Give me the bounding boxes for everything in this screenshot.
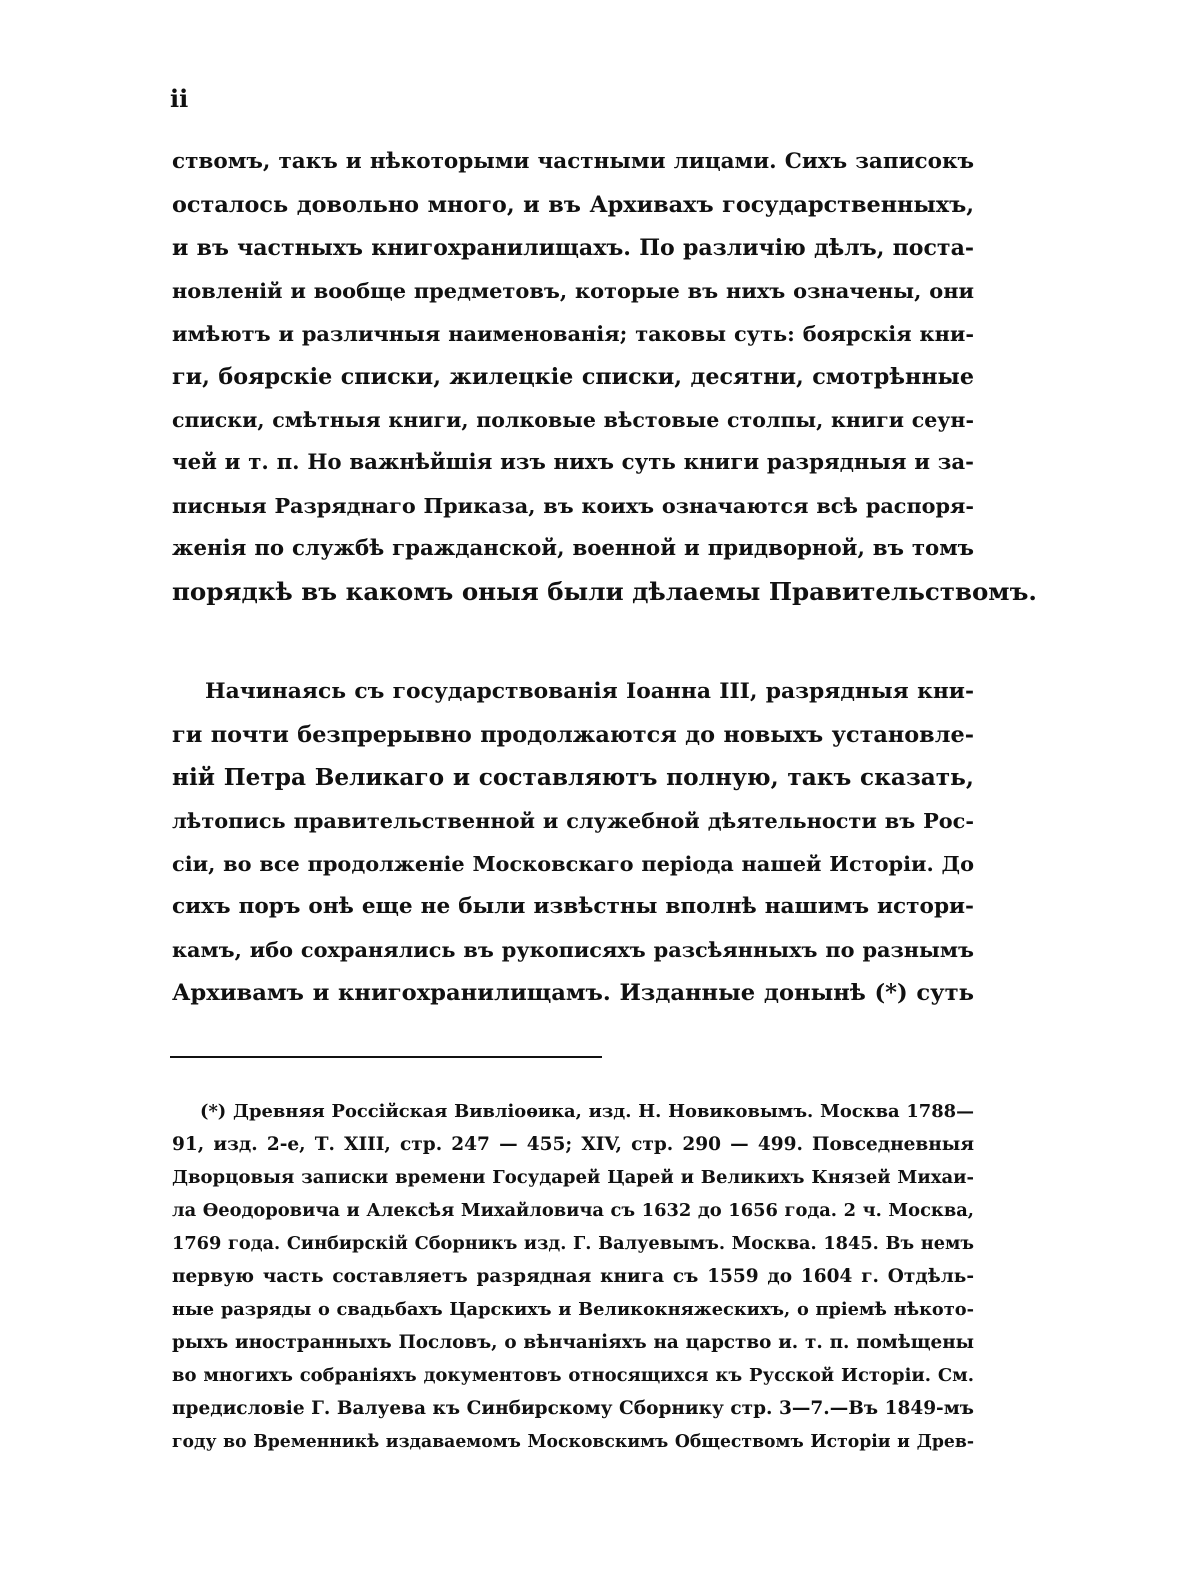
text-line: порядкѣ въ какомъ оныя были дѣлаемы Правительствомъ. (172, 577, 1037, 606)
footnote-line: году во Временникѣ издаваемомъ Московскимъ Обществомъ Исторіи и Древ- (172, 1432, 974, 1452)
footnote-line: ные разряды о свадьбахъ Царскихъ и Великокняжескихъ, о пріемѣ нѣкото- (172, 1299, 974, 1320)
text-line: сихъ поръ онѣ еще не были извѣстны вполнѣ нашимъ истори- (172, 894, 974, 919)
text-line: ги почти безпрерывно продолжаются до новыхъ установле- (172, 722, 974, 748)
text-line: Архивамъ и книгохранилищамъ. Изданные донынѣ (*) суть (172, 980, 974, 1006)
text-line: новленій и вообще предметовъ, которые въ нихъ означены, они (172, 278, 974, 303)
text-line: осталось довольно много, и въ Архивахъ государственныхъ, (172, 192, 974, 218)
text-line: женія по службѣ гражданской, военной и придворной, въ томъ (172, 536, 974, 561)
text-line: ній Петра Великаго и составляютъ полную, такъ сказать, (172, 764, 974, 791)
footnote-line: (*) Древняя Россійская Вивліоѳика, изд. Н. Новиковымъ. Москва 1788— (200, 1101, 974, 1122)
footnote-line: предисловіе Г. Валуева къ Синбирскому Сборнику стр. 3—7.—Въ 1849-мъ (172, 1398, 974, 1419)
footnote-line: 1769 года. Синбирскій Сборникъ изд. Г. Валуевымъ. Москва. 1845. Въ немъ (172, 1233, 974, 1254)
footnote-line: первую часть составляетъ разрядная книга съ 1559 до 1604 г. Отдѣль- (172, 1266, 974, 1287)
text-line: лѣтопись правительственной и служебной дѣятельности въ Рос- (172, 808, 974, 833)
text-line: имѣютъ и различныя наименованія; таковы суть: боярскія кни- (172, 321, 974, 346)
text-line: камъ, ибо сохранялись въ рукописяхъ разсѣянныхъ по разнымъ (172, 937, 974, 962)
footnote-line: во многихъ собраніяхъ документовъ относящихся къ Русской Исторіи. См. (172, 1365, 974, 1386)
text-line: чей и т. п. Но важнѣйшія изъ нихъ суть книги разрядныя и за- (172, 450, 974, 475)
text-line: списки, смѣтныя книги, полковые вѣстовые столпы, книги сеун- (172, 408, 974, 432)
footnote-line: Дворцовыя записки времени Государей Царей и Великихъ Князей Михаи- (172, 1167, 974, 1188)
page-number: ii (170, 84, 189, 113)
footnote-line: ла Ѳеодоровича и Алексѣя Михайловича съ 1632 до 1656 года. 2 ч. Москва, (172, 1200, 974, 1221)
text-line: сіи, во все продолженіе Московскаго періода нашей Исторіи. До (172, 851, 974, 876)
text-line: ги, боярскіе списки, жилецкіе списки, десятни, смотрѣнные (172, 364, 974, 390)
text-line: писныя Разряднаго Приказа, въ коихъ означаются всѣ распоря- (172, 493, 974, 518)
text-line: и въ частныхъ книгохранилищахъ. По различію дѣлъ, поста- (172, 235, 974, 261)
text-line: Начинаясь съ государствованія Іоанна III, разрядныя кни- (205, 679, 974, 704)
text-line: ствомъ, такъ и нѣкоторыми частными лицами. Сихъ записокъ (172, 149, 974, 174)
footnote-line: рыхъ иностранныхъ Пословъ, о вѣнчаніяхъ на царство и. т. п. помѣщены (172, 1332, 974, 1353)
footnote-divider (170, 1056, 602, 1058)
footnote-line: 91, изд. 2-е, Т. XIII, стр. 247 — 455; XIV, стр. 290 — 499. Повседневныя (172, 1134, 974, 1155)
